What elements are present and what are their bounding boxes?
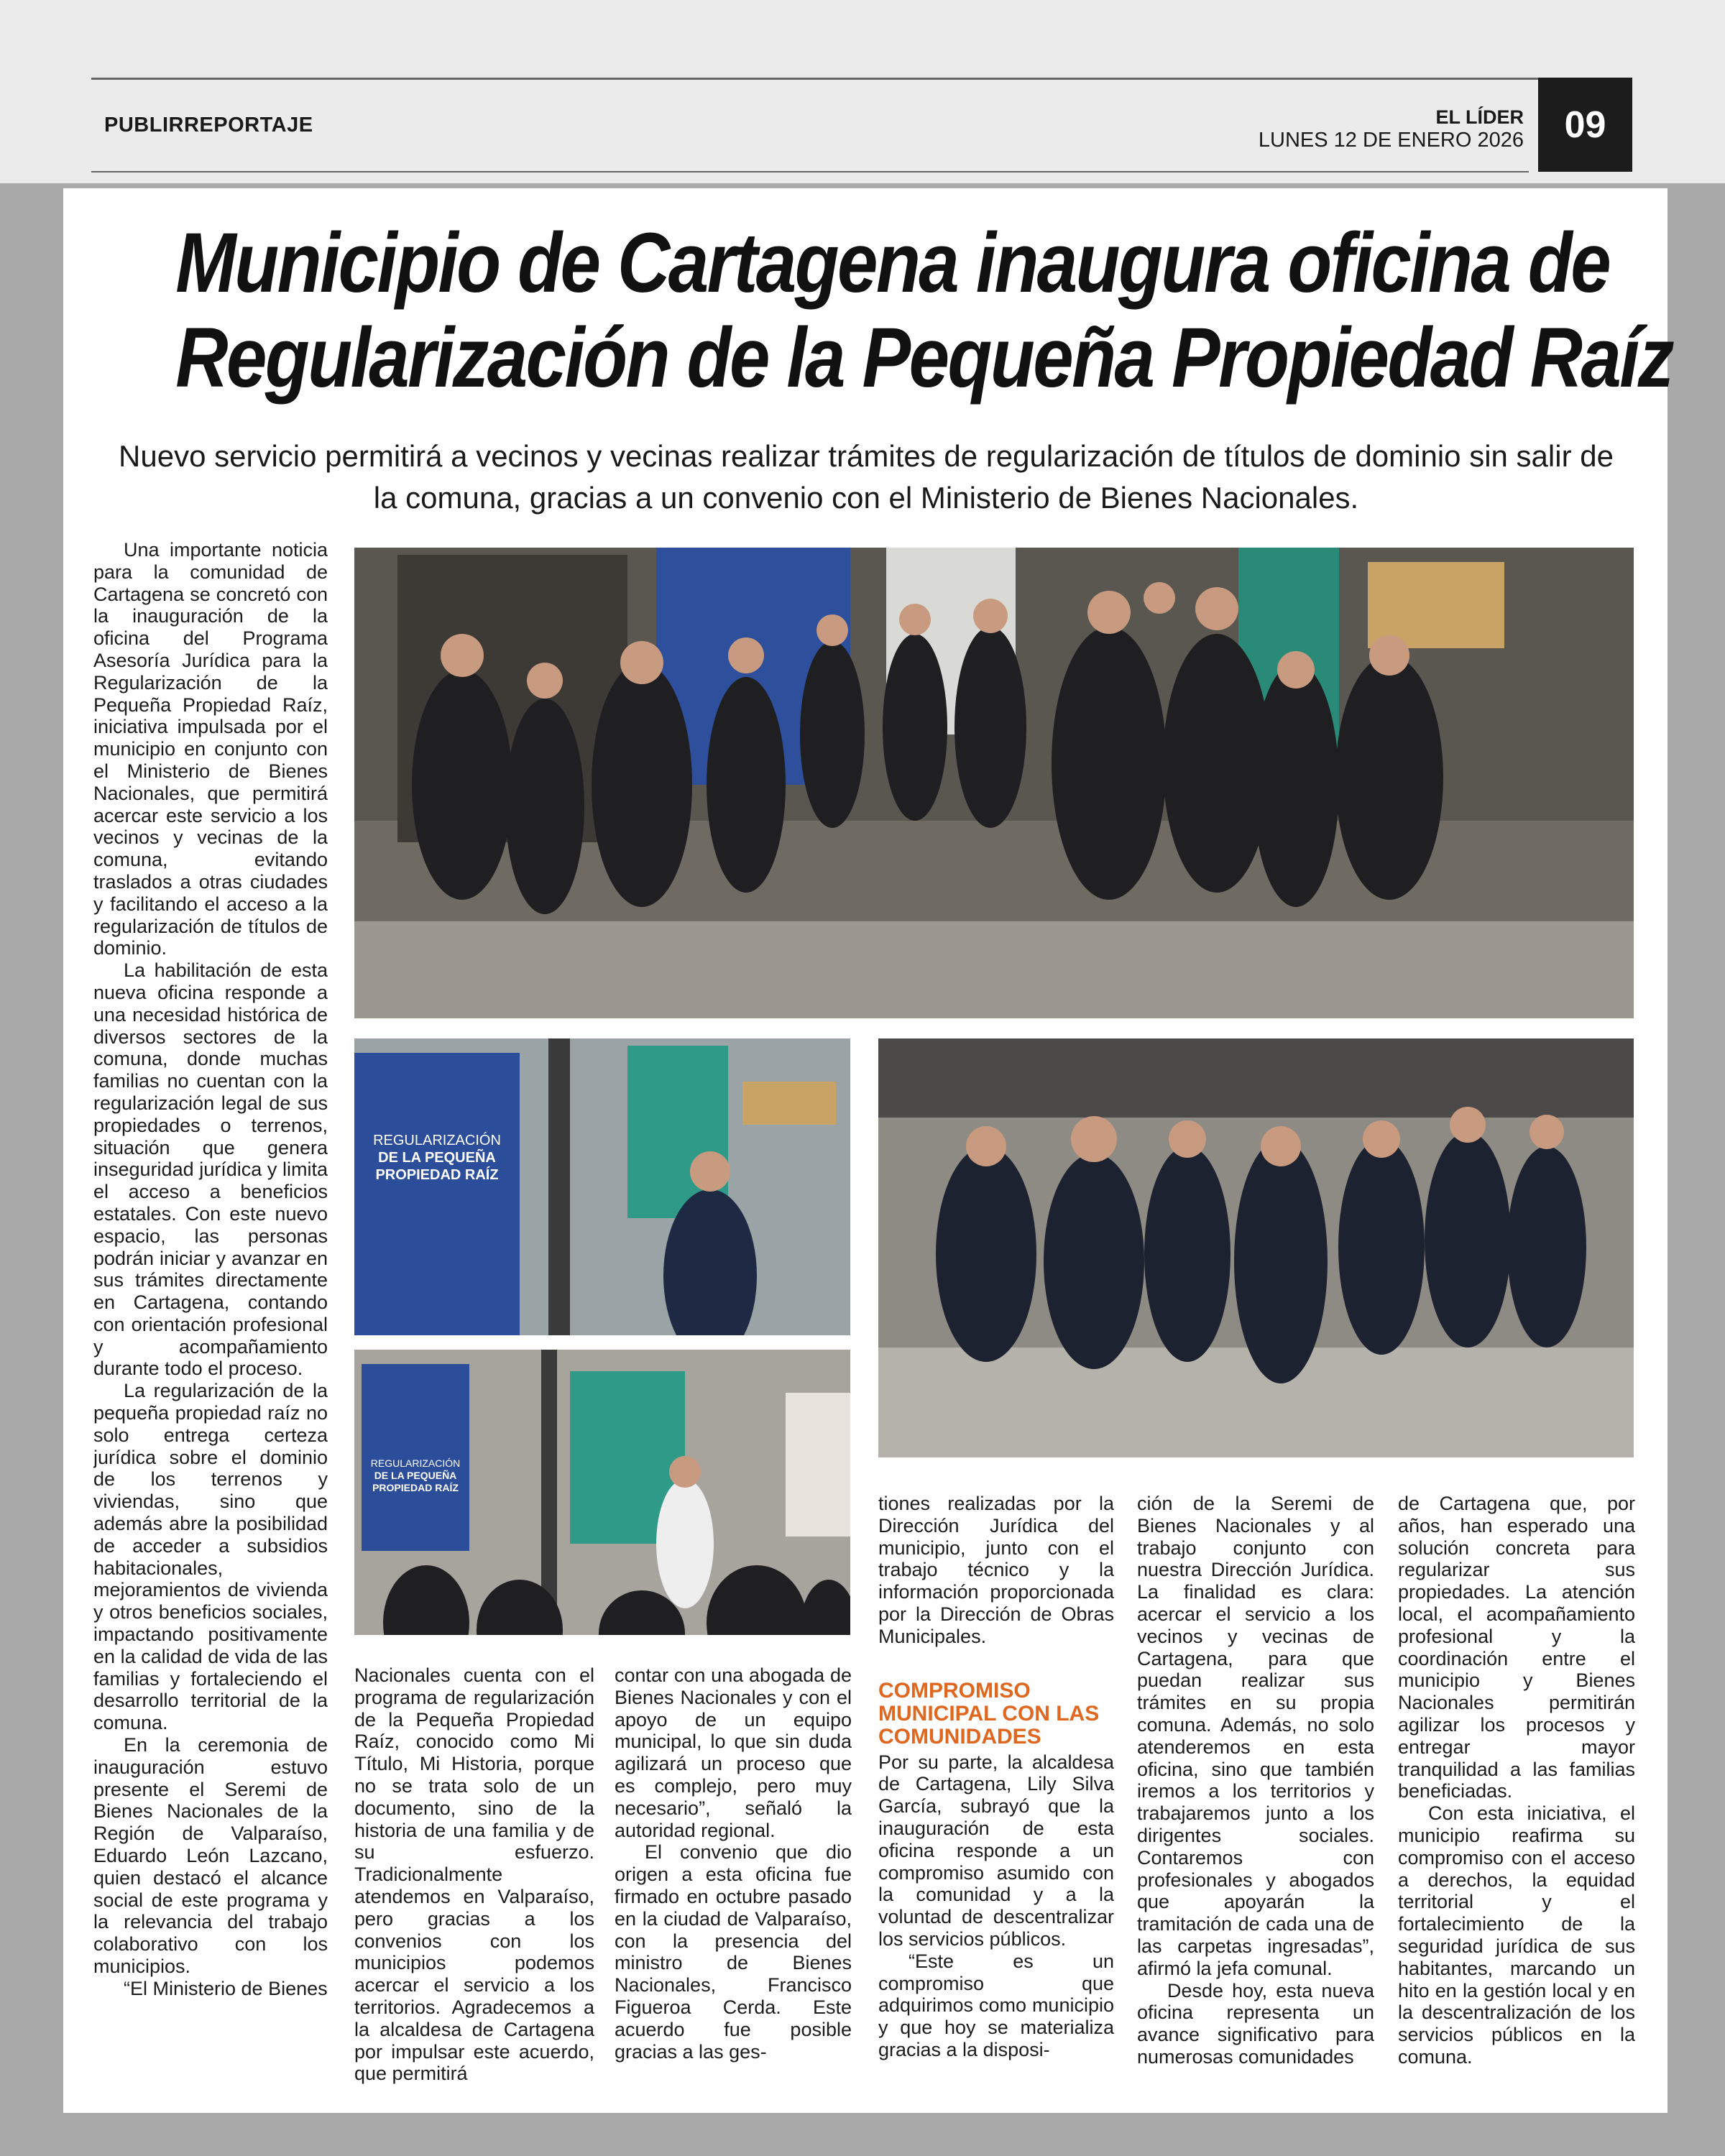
subheadline bbox=[86, 436, 1646, 519]
col1-paragraph: Una importante noticia para la comunidad de Cartagena se concretó con la inauguración de la oficina del Programa Asesoría Jurídica para la Regularización de la Pequeña Propiedad Raíz, iniciativa impulsada por el municipio en conjunto con el Ministerio de Bienes Nacionales, que permitirá acercar este servicio a los vecinos y vecinas de la comuna, evitando traslados a otras ciudades y facilitando el acceso a la regularización de títulos de dominio. bbox=[93, 539, 328, 959]
banner-caption-1 bbox=[354, 1132, 520, 1184]
headline-line-2: Regularización de la Pequeña Propiedad Raíz bbox=[175, 310, 1673, 405]
page-number: 09 bbox=[1538, 78, 1632, 172]
col1-paragraph: La habilitación de esta nueva oficina responde a una necesidad histórica de diversos sectores de la comuna, donde muchas familias no cuentan con la regularización legal de sus propiedades o terrenos, situación que genera inseguridad jurídica y limita el acceso a beneficios estatales. Con este nuevo espacio, las personas podrán iniciar y avanzar en sus trámites directamente en Cartagena, contando con orientación profesional y acompañamiento durante todo el proceso. bbox=[93, 959, 328, 1380]
col1-paragraph: En la ceremonia de inauguración estuvo presente el Seremi de Bienes Nacionales de la Región de Valparaíso, Eduardo León Lazcano, quien destacó el alcance social de este programa y la relevancia del trabajo colaborativo con los municipios. bbox=[93, 1734, 328, 1977]
article-column-3 bbox=[615, 1664, 852, 2088]
article-column-4 bbox=[878, 1493, 1114, 2089]
col5-paragraph: Desde hoy, esta nueva oficina representa un avance significativo para numerosas comunidades bbox=[1137, 1979, 1374, 2068]
banner-text-line-2b: DE LA PEQUEÑA bbox=[374, 1470, 457, 1481]
banner-text-line-3b: PROPIEDAD RAÍZ bbox=[372, 1482, 459, 1493]
col1-paragraph: “El Ministerio de Bienes bbox=[124, 1977, 328, 1999]
subheadline-line-1: Nuevo servicio permitirá a vecinos y vecinas realizar trámites de regularización de títulos de dominio sin salir de bbox=[119, 439, 1614, 473]
col6-paragraph: de Cartagena que, por años, han esperado una solución concreta para regularizar sus propiedades. La atención local, el acompañamiento profesional y la coordinación entre el municipio y Bienes Nacionales permitirán agilizar los procesos y entregar mayor tranquilidad a las familias beneficiadas. bbox=[1398, 1493, 1635, 1802]
col3-paragraph: contar con una abogada de Bienes Nacionales y con el apoyo de un equipo municipal, lo que sin duda agilizará un proceso que es complejo, pero muy necesario”, señaló la autoridad regional. bbox=[615, 1664, 852, 1841]
banner-text-line-3: PROPIEDAD RAÍZ bbox=[375, 1167, 499, 1183]
col1-paragraph: La regularización de la pequeña propiedad raíz no solo entrega certeza jurídica sobre el dominio de los terrenos y viviendas, sino que además abre la posibilidad de acceder a subsidios habitacionales, mejoramientos de vivienda y otros beneficios sociales, impactando positivamente en la calidad de vida de las familias y fortaleciendo el desarrollo territorial de la comuna. bbox=[93, 1380, 328, 1734]
speaker-man-photo bbox=[354, 1038, 850, 1335]
col4-paragraph: tiones realizadas por la Dirección Jurídica del municipio, junto con el trabajo técnico y la información proporcionada por la Dirección de Obras Municipales. bbox=[878, 1493, 1114, 1647]
headline bbox=[63, 216, 1673, 405]
speaker-woman-photo bbox=[354, 1350, 850, 1635]
col6-paragraph: Con esta iniciativa, el municipio reafirma su compromiso con el acceso a derechos, la equidad territorial y el fortalecimiento de la seguridad jurídica de sus habitantes, marcando un hito en la gestión local y en la descentralización de los servicios públicos en la comuna. bbox=[1398, 1802, 1635, 2068]
banner-text-line-1b: REGULARIZACIÓN bbox=[370, 1457, 461, 1469]
header-rule-top bbox=[91, 78, 1632, 80]
col3-paragraph: El convenio que dio origen a esta oficina fue firmado en octubre pasado en la ciudad de Valparaíso, con la presencia del ministro de Bienes Nacionales, Francisco Figueroa Cerda. Este acuerdo fue posible gracias a las ges- bbox=[615, 1841, 852, 2063]
header-rule-bottom bbox=[91, 171, 1529, 172]
banner-text-line-1: REGULARIZACIÓN bbox=[373, 1133, 501, 1148]
newspaper-name: EL LÍDER bbox=[1435, 106, 1524, 128]
section-label: PUBLIRREPORTAJE bbox=[104, 114, 313, 137]
issue-date: LUNES 12 DE ENERO 2026 bbox=[1258, 129, 1524, 152]
headline-line-1: Municipio de Cartagena inaugura oficina de bbox=[175, 216, 1610, 310]
col4-paragraph: “Este es un compromiso que adquirimos como municipio y que hoy se materializa gracias a la disposi- bbox=[878, 1950, 1114, 2060]
article-column-6 bbox=[1398, 1493, 1635, 2089]
section-heading: COMPROMISO MUNICIPAL CON LAS COMUNIDADES bbox=[878, 1678, 1100, 1749]
page-header-band bbox=[0, 0, 1725, 183]
audience-photo bbox=[878, 1038, 1634, 1457]
subheadline-line-2: la comuna, gracias a un convenio con el Ministerio de Bienes Nacionales. bbox=[373, 481, 1359, 515]
group-photo bbox=[354, 548, 1634, 1018]
article-column-1 bbox=[93, 539, 328, 2084]
col5-paragraph: ción de la Seremi de Bienes Nacionales y al trabajo conjunto con nuestra Dirección Jurídica. La finalidad es clara: acercar el servicio a los vecinos y vecinas de Cartagena, para que puedan realizar sus trámites en su propia comuna. Además, no solo atenderemos en esta oficina, sino que también iremos a los territorios y trabajaremos junto a los dirigentes sociales. Contaremos con profesionales y abogados que apoyarán la tramitación de cada una de las carpetas ingresadas”, afirmó la jefa comunal. bbox=[1137, 1493, 1374, 1979]
article-column-5 bbox=[1137, 1493, 1374, 2089]
masthead bbox=[1259, 106, 1524, 152]
banner-text-line-2: DE LA PEQUEÑA bbox=[378, 1150, 496, 1166]
col2-paragraph: Nacionales cuenta con el programa de regularización de la Pequeña Propiedad Raíz, conocido como Mi Título, Mi Historia, porque no se trata solo de un documento, sino de la historia de una familia y de su esfuerzo. Tradicionalmente atendemos en Valparaíso, pero gracias a los convenios con los municipios podemos acercar el servicio a los territorios. Agradecemos a la alcaldesa de Cartagena por impulsar este acuerdo, que permitirá bbox=[354, 1664, 594, 2085]
article-column-2 bbox=[354, 1664, 594, 2088]
col4-paragraph: Por su parte, la alcaldesa de Cartagena, Lily Silva García, subrayó que la inauguración de esta oficina responde a un compromiso asumido con la comunidad y a la voluntad de descentralizar los servicios públicos. bbox=[878, 1751, 1114, 1950]
banner-caption-2 bbox=[362, 1457, 469, 1494]
